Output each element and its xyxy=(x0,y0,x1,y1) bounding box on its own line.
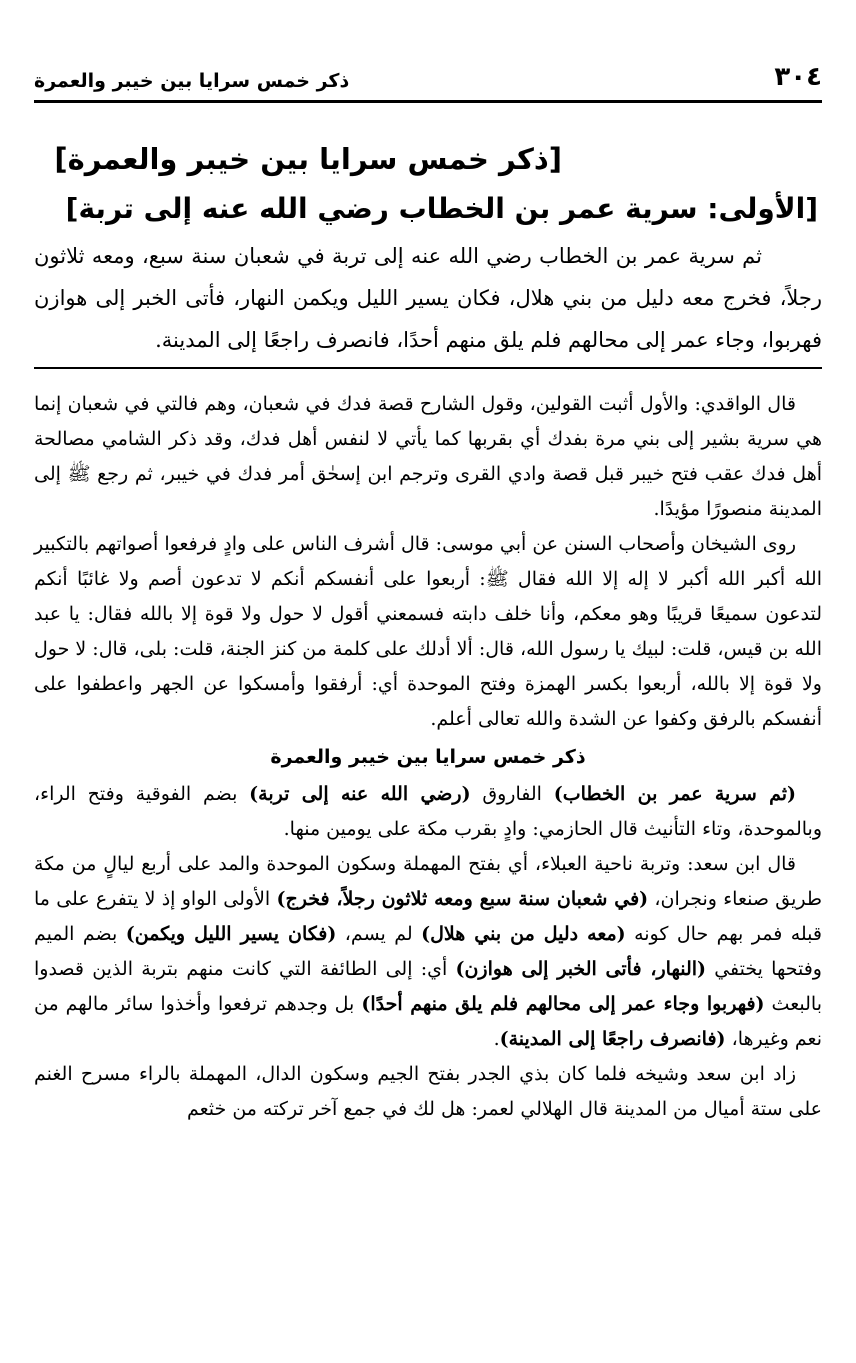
matn-quote: (النهار، فأتى الخبر إلى هوازن) xyxy=(455,958,706,980)
section-heading: [الأولى: سرية عمر بن الخطاب رضي الله عنه إلى تربة] xyxy=(65,192,818,225)
commentary-text: الأولى الواو إذ لا يتفرع على ما قبله فمر بهم حال كونه xyxy=(34,888,823,945)
sharh-paragraph-ibn-saad xyxy=(34,847,822,1057)
commentary-text: أي: إلى الطائفة التي كانت منهم بتربة الذين قصدوا بالبعث xyxy=(34,958,822,1015)
sharh-paragraph-hadith: روى الشيخان وأصحاب السنن عن أبي موسى: قال أشرف الناس على وادٍ فرفعوا أصواتهم بالتكبير الله أكبر الله أكبر لا إله إلا الله فقال ﷺ: أربعوا على أنفسكم أنكم لا تدعون أصم ولا غائبًا أنكم لتدعون سميعًا قريبًا وهو معكم، وأنا خلف دابته فسمعني أقول لا حول ولا قوة إلا بالله فقال: يا عبد الله بن قيس، قلت: لبيك يا رسول الله، قال: ألا أدلك على كلمة من كنز الجنة، قلت: بلى، قال: لا حول ولا قوة إلا بالله، أربعوا بكسر الهمزة وفتح الموحدة أي: أرفقوا وأمسكوا عن الجهر واعطفوا على أنفسكم بالرفق وكفوا عن الشدة والله تعالى أعلم. xyxy=(34,533,822,730)
matn-quote: (فانصرف راجعًا إلى المدينة) xyxy=(499,1028,726,1050)
sharh-sub-heading: ذكر خمس سرايا بين خيبر والعمرة xyxy=(270,746,586,768)
commentary-text: بضم الفوقية وفتح الراء، وبالموحدة، وتاء التأنيث قال الحازمي: وادٍ بقرب مكة على يومين منها. xyxy=(34,783,822,840)
commentary-text: . xyxy=(493,1028,500,1050)
matn-paragraph: ثم سرية عمر بن الخطاب رضي الله عنه إلى تربة في شعبان سنة سبع، ومعه ثلاثون رجلاً، فخرج معه دليل من بني هلال، فكان يسير الليل ويكمن النهار، فأتى الخبر إلى هوازن فهربوا، وجاء عمر إلى محالهم فلم يلق منهم أحدًا، فانصرف راجعًا إلى المدينة. xyxy=(34,244,822,352)
running-head xyxy=(34,52,822,92)
running-title: ذكر خمس سرايا بين خيبر والعمرة xyxy=(34,70,350,92)
sharh-paragraph-jadr: زاد ابن سعد وشيخه فلما كان بذي الجدر بفتح الجيم وسكون الدال، المهملة بالراء مسرح الغنم على ستة أميال من المدينة قال الهلالي لعمر: هل لك في جمع آخر تركته من خثعم xyxy=(34,1063,822,1120)
commentary-text: لم يسم، xyxy=(336,923,422,945)
sharh-paragraph-waqidi: قال الواقدي: والأول أثبت القولين، وقول الشارح قصة فدك في شعبان، وهم فالتي في شعبان إنما هي سرية بشير إلى بني مرة بفدك أي بقربها كما يأتي لا لنفس أهل فدك، وقد ذكر الشامي مصالحة أهل فدك عقب فتح خيبر قبل قصة وادي القرى وترجم ابن إسحٰق أمر فدك في خيبر، ثم رجع ﷺ إلى المدينة منصورًا مؤيدًا. xyxy=(34,393,822,520)
sharh-paragraph-turba xyxy=(34,777,822,847)
matn-quote: (في شعبان سنة سبع ومعه ثلاثون رجلاً، فخرج) xyxy=(276,888,649,910)
commentary-text: بضم الميم وفتحها يختفي xyxy=(34,923,822,980)
matn-section xyxy=(34,103,822,361)
matn-quote: (ثم سرية عمر بن الخطاب) xyxy=(553,783,797,805)
matn-quote: (فهربوا وجاء عمر إلى محالهم فلم يلق منهم أحدًا) xyxy=(361,993,765,1015)
commentary-text: قال ابن سعد: وتربة ناحية العبلاء، أي بفتح المهملة وسكون الموحدة والمد على أربع ليالٍ من مكة طريق صنعاء ونجران، xyxy=(34,853,822,910)
matn-quote: (معه دليل من بني هلال) xyxy=(421,923,626,945)
matn-quote: (رضي الله عنه إلى تربة) xyxy=(249,783,471,805)
commentary-text: الفاروق xyxy=(470,783,554,805)
matn-quote: (فكان يسير الليل ويكمن) xyxy=(125,923,337,945)
sharh-section xyxy=(34,369,822,1127)
commentary-text: بل وجدهم ترفعوا وأخذوا سائر مالهم من نعم وغيرها، xyxy=(34,993,822,1050)
chapter-heading: [ذكر خمس سرايا بين خيبر والعمرة] xyxy=(54,142,562,176)
page-number: ٣٠٤ xyxy=(774,62,822,92)
